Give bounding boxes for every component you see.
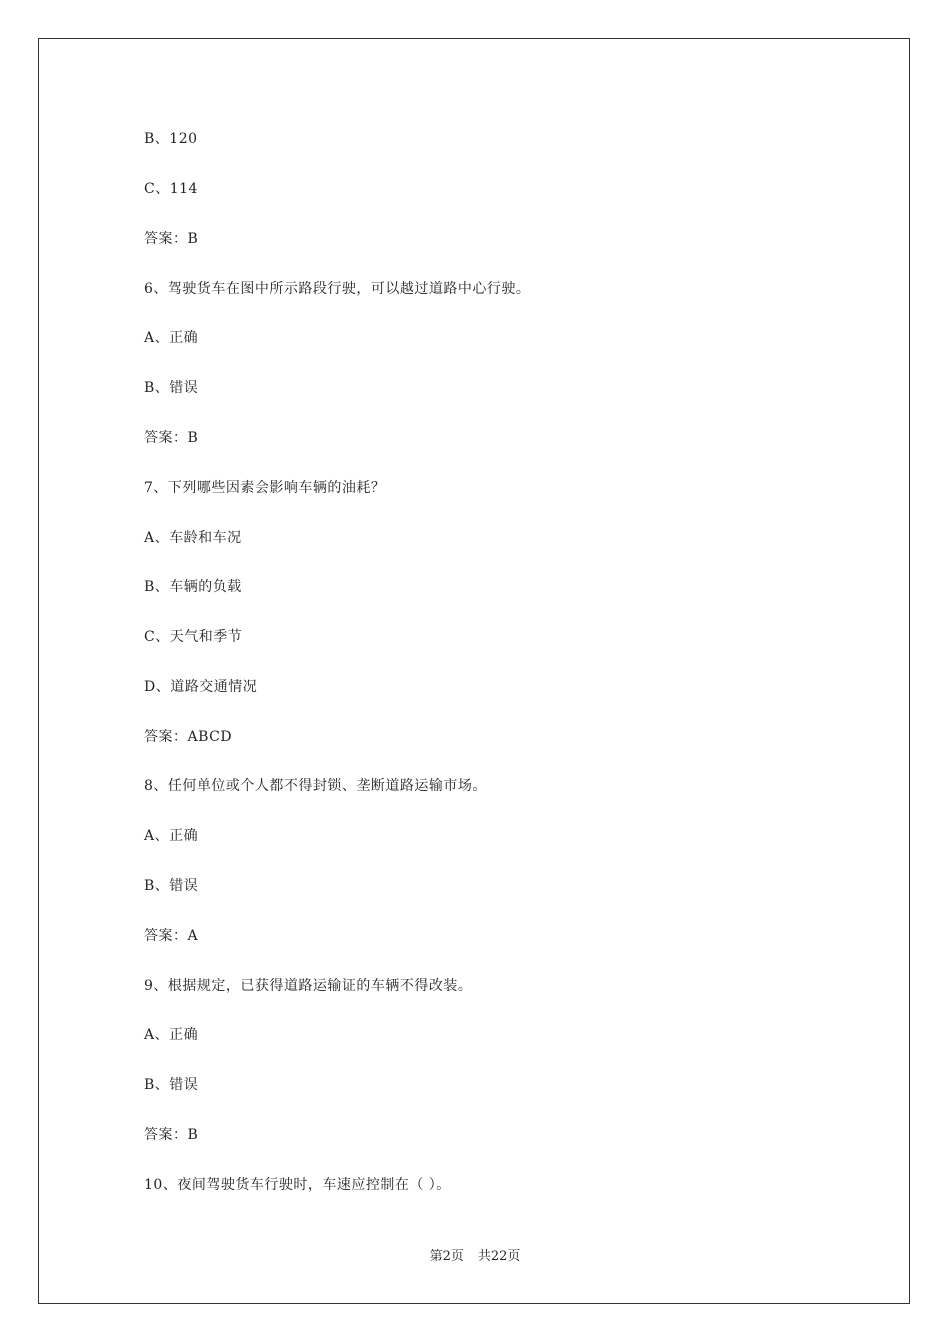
- question-line: 8、任何单位或个人都不得封锁、垄断道路运输市场。: [144, 778, 487, 794]
- option-line: A、正确: [144, 1027, 199, 1043]
- option-line: A、正确: [144, 828, 199, 844]
- option-line: C、天气和季节: [144, 629, 243, 645]
- page-frame: [38, 38, 910, 1304]
- question-line: 10、夜间驾驶货车行驶时，车速应控制在（ ）。: [144, 1177, 451, 1193]
- option-line: B、120: [144, 131, 198, 147]
- option-line: A、车龄和车况: [144, 530, 242, 546]
- question-line: 7、下列哪些因素会影响车辆的油耗？: [144, 480, 386, 496]
- question-line: 6、驾驶货车在图中所示路段行驶，可以越过道路中心行驶。: [144, 281, 531, 297]
- page-footer: [0, 1248, 950, 1266]
- option-line: D、道路交通情况: [144, 679, 258, 695]
- option-line: A、正确: [144, 330, 199, 346]
- answer-line: 答案：A: [144, 928, 199, 944]
- answer-line: 答案：ABCD: [144, 729, 233, 745]
- answer-line: 答案：B: [144, 1127, 199, 1143]
- answer-line: 答案：B: [144, 430, 199, 446]
- answer-line: 答案：B: [144, 231, 199, 247]
- page-total: 共22页: [477, 1249, 521, 1264]
- question-line: 9、根据规定，已获得道路运输证的车辆不得改装。: [144, 978, 473, 994]
- option-line: B、车辆的负载: [144, 579, 242, 595]
- option-line: C、114: [144, 181, 198, 197]
- option-line: B、错误: [144, 1077, 199, 1093]
- option-line: B、错误: [144, 380, 199, 396]
- page-number: 第2页: [429, 1249, 464, 1264]
- option-line: B、错误: [144, 878, 199, 894]
